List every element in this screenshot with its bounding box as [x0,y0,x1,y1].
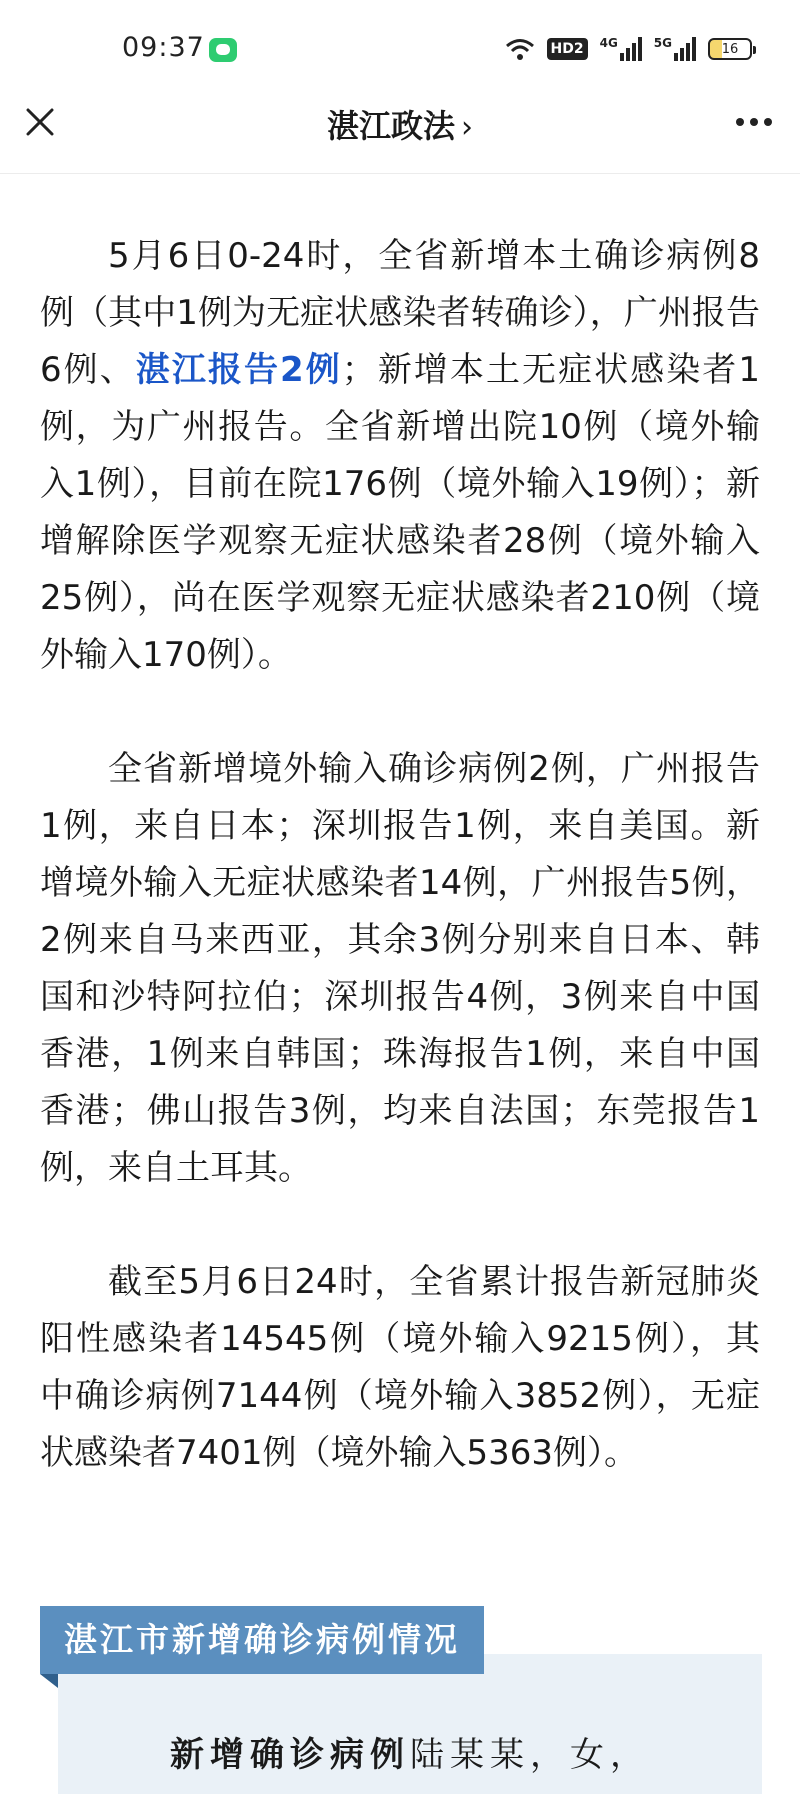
p1-text-b: ；新增本土无症状感染者1例，为广州报告。全省新增出院10例（境外输入1例），目前在院176例（境外输入19例）；新增解除医学观察无症状感染者28例（境外输入25例），尚在医学观察无症状感染者210例（境外输入170例）。 [40,350,760,675]
status-indicators [505,34,753,64]
paragraph-3: 截至5月6日24时，全省累计报告新冠肺炎阳性感染者14545例（境外输入9215例），其中确诊病例7144例（境外输入3852例），无症状感染者7401例（境外输入5363例）。 [40,1262,760,1473]
message-app-icon [209,38,237,62]
hd-badge: HD2 [547,38,588,60]
network-label-4g: 4G [599,36,618,50]
battery-level: 16 [721,41,739,57]
signal-bars-icon [620,37,642,61]
section-lead-rest: 陆某某，女， [410,1735,650,1775]
account-name: 湛江政法 [326,107,455,145]
battery-icon [708,38,752,60]
signal-5g [654,37,696,61]
paragraph-1 [40,228,760,684]
section-header: 湛江市新增确诊病例情况 [40,1606,484,1674]
paragraph-2: 全省新增境外输入确诊病例2例，广州报告1例，来自日本；深圳报告1例，来自美国。新增境外输入无症状感染者14例，广州报告5例，2例来自马来西亚，其余3例分别来自日本、韩国和沙特阿拉伯；深圳报告4例，3例来自中国香港，1例来自韩国；珠海报告1例，来自中国香港；佛山报告3例，均来自法国；东莞报告1例，来自土耳其。 [40,749,760,1188]
section-lead [170,1730,650,1780]
wifi-icon [505,37,535,61]
section-lead-bold: 新增确诊病例 [170,1735,410,1775]
signal-bars-icon [674,37,696,61]
page-title[interactable] [0,106,800,146]
more-icon[interactable] [736,118,772,126]
section-header-fold [40,1674,58,1688]
network-label-5g: 5G [653,36,672,50]
signal-4g [600,37,642,61]
chevron-right-icon: › [461,110,473,145]
article-body [40,228,760,1482]
zhanjiang-link[interactable]: 湛江报告2例 [135,350,342,390]
status-bar [0,0,800,100]
p1-text-a: 5月6日0-24时，全省新增本土确诊病例8例（其中1例为无症状感染者转确诊），广州报告6例、 [40,236,760,390]
status-time: 09:37 [122,32,205,63]
